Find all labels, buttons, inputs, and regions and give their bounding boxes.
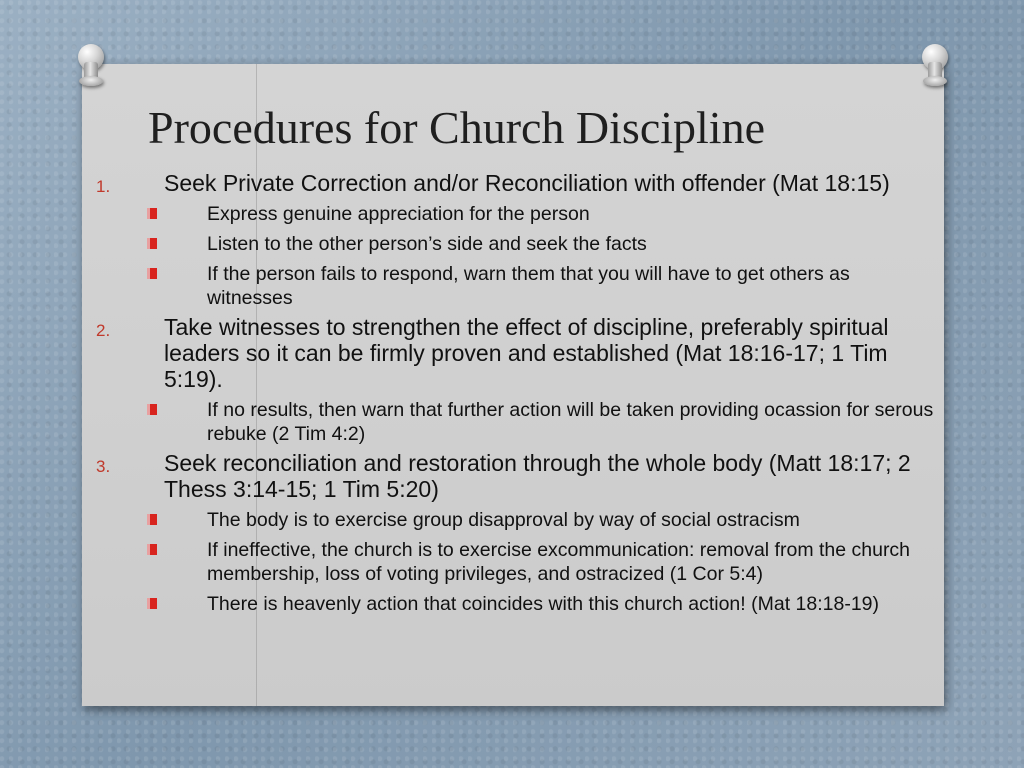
pushpin-icon [74,44,108,88]
pushpin-icon [918,44,952,88]
sub-list-item [94,202,940,226]
item-text: Seek Private Correction and/or Reconciliation with offender (Mat 18:15) [164,170,890,196]
sub-list-item [94,398,940,446]
sub-item-text: If no results, then warn that further action will be taken providing ocassion for serous rebuke (2 Tim 4:2) [207,399,934,445]
sub-list-item [94,232,940,256]
sub-list-item [94,592,940,616]
red-square-bullet-icon [147,514,157,525]
red-square-bullet-icon [147,404,157,415]
item-number: 1. [96,177,111,196]
red-square-bullet-icon [147,208,157,219]
list-item [94,314,940,392]
item-text: Seek reconciliation and restoration through the whole body (Matt 18:17; 2 Thess 3:14-15; 1 Tim 5:20) [164,450,911,502]
sub-list-item [94,508,940,532]
sub-item-text: The body is to exercise group disapproval by way of social ostracism [207,509,800,531]
sub-item-text: There is heavenly action that coincides with this church action! (Mat 18:18-19) [207,593,880,615]
sub-item-text: If ineffective, the church is to exercise excommunication: removal from the church membership, loss of voting privileges, and ostracized (1 Cor 5:4) [207,539,911,585]
sub-item-text: Listen to the other person’s side and seek the facts [207,233,647,255]
item-number: 3. [96,457,111,476]
red-square-bullet-icon [147,268,157,279]
sub-list-item [94,262,940,310]
red-square-bullet-icon [147,238,157,249]
red-square-bullet-icon [147,544,157,555]
item-number: 2. [96,321,111,340]
slide-title: Procedures for Church Discipline [148,102,766,153]
sub-item-text: Express genuine appreciation for the person [207,203,590,225]
slide-body [94,166,940,616]
list-item [94,170,940,196]
sub-item-text: If the person fails to respond, warn them that you will have to get others as witnesses [207,263,850,309]
list-item [94,450,940,502]
red-square-bullet-icon [147,598,157,609]
item-text: Take witnesses to strengthen the effect of discipline, preferably spiritual leaders so it can be firmly proven and established (Mat 18:16-17; 1 Tim 5:19). [164,314,889,392]
sub-list-item [94,538,940,586]
